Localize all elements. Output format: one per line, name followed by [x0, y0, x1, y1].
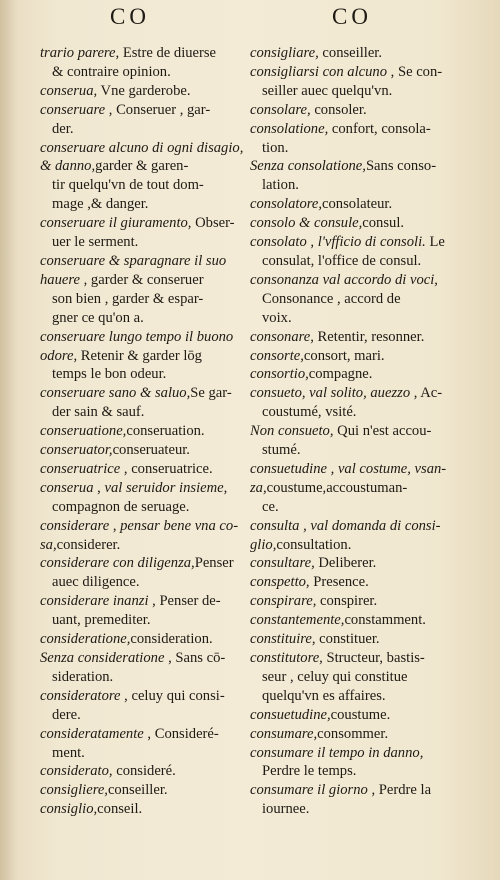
dictionary-entry: [250, 422, 452, 460]
entry-first-line: [40, 441, 246, 460]
entry-definition: confort, consola-: [328, 120, 431, 137]
entry-definition: coustume.: [330, 706, 391, 723]
dictionary-entry: [250, 554, 452, 573]
entry-definition: consommer.: [317, 725, 389, 742]
entry-continuation: seiller auec quelqu'vn.: [262, 82, 393, 99]
dictionary-entry: [250, 233, 452, 271]
right-column: [250, 44, 452, 819]
entry-continuation: coustumé, vsité.: [262, 404, 357, 421]
entry-first-line: [40, 479, 246, 498]
entry-continuation: uant, premediter.: [52, 612, 151, 629]
entry-headword: Senza consideratione: [40, 650, 165, 666]
entry-headword: za,: [250, 479, 267, 496]
entry-definition: garder & garen-: [95, 158, 189, 175]
entry-definition: constituer.: [315, 631, 380, 648]
entry-headword: considerare con diligenza,: [40, 555, 195, 572]
entry-first-line: [40, 554, 246, 573]
entry-headword: considerare: [40, 517, 110, 534]
entry-definition: considerer.: [56, 536, 121, 553]
entry-headword: glio,: [250, 536, 277, 553]
dictionary-entry: [40, 800, 246, 819]
entry-headword: conseruare sano & saluo,: [40, 385, 191, 402]
entry-headword: Senza consolatione,: [250, 158, 366, 175]
dictionary-entry: [40, 479, 246, 517]
dictionary-entry: [40, 157, 246, 214]
entry-definition: Le: [425, 234, 445, 251]
entry-first-line: [40, 687, 246, 706]
dictionary-entry: [250, 744, 452, 782]
entry-headword: conseruare & sparagnare il suo: [40, 252, 227, 269]
entry-definition: Sans conso-: [365, 158, 437, 175]
dictionary-entry: [250, 611, 452, 630]
entry-first-line: [40, 725, 246, 744]
entry-definition: conseruateur.: [112, 442, 190, 459]
dictionary-entry: [40, 536, 246, 555]
entry-headword: consuetudine,: [250, 706, 331, 723]
dictionary-entry: [250, 63, 452, 101]
entry-headword: constitutore,: [250, 650, 323, 666]
entry-definition: consort, mari.: [303, 347, 385, 364]
entry-definition: , Se con-: [387, 63, 443, 80]
entry-headword: consiglio,: [40, 801, 98, 818]
dictionary-entry: [250, 592, 452, 611]
dictionary-entry: [250, 365, 452, 384]
entry-continuation: dere.: [52, 706, 81, 723]
dictionary-entry: [250, 725, 452, 744]
entry-continuation: Consonance , accord de: [262, 290, 401, 307]
entry-first-line: [40, 536, 246, 555]
entry-headword: trario parere,: [40, 45, 120, 61]
entry-first-line: [250, 422, 452, 441]
dictionary-entry: [250, 328, 452, 347]
dictionary-entry: [40, 517, 246, 536]
entry-first-line: [40, 592, 246, 611]
dictionary-entry: [250, 781, 452, 819]
entry-first-line: [40, 214, 246, 233]
dictionary-entry: [250, 384, 452, 422]
entry-first-line: [40, 139, 246, 158]
dictionary-entry: [40, 422, 246, 441]
entry-headword: constituire,: [250, 631, 316, 648]
entry-continuation: Perdre le temps.: [262, 763, 357, 780]
entry-continuation: sideration.: [52, 668, 114, 685]
dictionary-entry: [40, 649, 246, 687]
entry-first-line: [40, 460, 246, 479]
entry-headword: consigliare,: [250, 45, 319, 61]
dictionary-entry: [40, 592, 246, 630]
entry-definition: Retentir, resonner.: [313, 328, 425, 345]
dictionary-entry: [250, 536, 452, 555]
entry-first-line: [40, 82, 246, 101]
entry-headword: conseruatrice: [40, 460, 121, 477]
entry-definition: , celuy qui consi-: [120, 687, 225, 704]
entry-headword: consolo & consule,: [250, 215, 363, 232]
entry-first-line: [40, 347, 246, 366]
entry-continuation: consulat, l'office de consul.: [262, 252, 422, 269]
entry-first-line: [250, 101, 452, 120]
entry-definition: conseil.: [97, 801, 143, 818]
entry-first-line: [40, 44, 246, 63]
entry-headword: consulta , val domanda di consi-: [250, 517, 441, 534]
dictionary-entry: [40, 554, 246, 592]
dictionary-entry: [250, 630, 452, 649]
entry-continuation: ment.: [52, 744, 85, 761]
entry-definition: Structeur, bastis-: [322, 650, 425, 666]
entry-first-line: [40, 649, 246, 668]
entry-first-line: [250, 214, 452, 233]
entry-first-line: [250, 781, 452, 800]
entry-definition: , Ac-: [410, 385, 443, 402]
entry-first-line: [250, 44, 452, 63]
entry-continuation: tion.: [262, 139, 289, 156]
entry-definition: consultation.: [276, 536, 352, 553]
entry-definition: , conseruatrice.: [120, 460, 213, 477]
entry-headword: conseruare alcuno di ogni disagio,: [40, 139, 244, 156]
entry-continuation: auec diligence.: [52, 574, 140, 591]
entry-first-line: [40, 271, 246, 290]
entry-first-line: [40, 630, 246, 649]
entry-continuation: iournee.: [262, 801, 310, 818]
dictionary-entry: [250, 479, 452, 517]
dictionary-entry: [40, 347, 246, 385]
entry-headword: conseruare lungo tempo il buono: [40, 328, 234, 345]
dictionary-entry: [40, 725, 246, 763]
entry-continuation: ce.: [262, 498, 279, 515]
entry-continuation: temps le bon odeur.: [52, 366, 167, 383]
dictionary-entry: [250, 347, 452, 366]
entry-headword: consorte,: [250, 347, 304, 364]
entry-headword: conseruare: [40, 101, 106, 118]
entry-first-line: [250, 347, 452, 366]
entry-definition: ,: [109, 517, 121, 534]
dictionary-entry: [40, 630, 246, 649]
entry-definition: consul.: [362, 215, 405, 232]
entry-definition: Deliberer.: [314, 555, 377, 572]
entry-definition: Obser-: [191, 215, 235, 232]
entry-first-line: [250, 630, 452, 649]
page-header: [0, 4, 500, 34]
entry-first-line: [250, 517, 452, 536]
entry-headword: sa,: [40, 536, 57, 553]
entry-first-line: [250, 611, 452, 630]
entry-headword: consonare,: [250, 328, 314, 345]
entry-headword: consolato , l'vfficio di consoli.: [250, 234, 426, 251]
left-column: [40, 44, 246, 819]
entry-definition: conseruation.: [126, 423, 205, 440]
entry-headword: considerato,: [40, 763, 113, 780]
entry-first-line: [40, 762, 246, 781]
entry-gloss: val seruidor insieme,: [104, 479, 228, 496]
entry-headword: conserua,: [40, 82, 98, 99]
dictionary-entry: [250, 120, 452, 158]
entry-definition: , Sans cō-: [164, 650, 226, 666]
entry-first-line: [250, 573, 452, 592]
entry-headword: constantemente,: [250, 612, 345, 629]
entry-headword: consideratione,: [40, 631, 131, 648]
page-gutter-shadow: [0, 0, 18, 880]
entry-headword: consortio,: [250, 366, 309, 383]
entry-first-line: [40, 157, 246, 176]
entry-first-line: [40, 328, 246, 347]
entry-first-line: [40, 101, 246, 120]
dictionary-entry: [250, 101, 452, 120]
entry-continuation: seur , celuy qui constitue: [262, 668, 408, 685]
dictionary-entry: [40, 101, 246, 139]
entry-continuation: uer le serment.: [52, 234, 139, 251]
entry-definition: , Consideré-: [143, 725, 219, 742]
entry-definition: , Penser de-: [148, 593, 221, 610]
entry-headword: odore,: [40, 347, 78, 364]
entry-continuation: son bien , garder & espar-: [52, 290, 204, 307]
entry-headword: consideratamente: [40, 725, 144, 742]
entry-headword: considerare inanzi: [40, 593, 149, 610]
entry-first-line: [250, 725, 452, 744]
entry-headword: conseruator,: [40, 442, 113, 459]
entry-first-line: [250, 157, 452, 176]
entry-first-line: [250, 460, 452, 479]
entry-first-line: [250, 649, 452, 668]
entry-headword: consigliere,: [40, 782, 108, 799]
entry-first-line: [250, 328, 452, 347]
dictionary-entry: [40, 384, 246, 422]
entry-continuation: mage ,& danger.: [52, 196, 149, 213]
entry-headword: consueto, val solito, auezzo: [250, 385, 411, 402]
running-head-right: CO: [332, 4, 372, 29]
entry-headword: conseruare il giuramento,: [40, 215, 192, 232]
entry-headword: consolatore,: [250, 196, 323, 213]
entry-definition: conspirer.: [316, 593, 378, 610]
entry-continuation: der.: [52, 120, 74, 137]
entry-headword: Non consueto,: [250, 423, 334, 440]
entry-first-line: [40, 800, 246, 819]
entry-headword: consideratore: [40, 687, 121, 704]
entry-continuation: tir quelqu'vn de tout dom-: [52, 177, 204, 194]
dictionary-entry: [40, 44, 246, 82]
entry-first-line: [250, 195, 452, 214]
entry-definition: , garder & conseruer: [79, 271, 204, 288]
entry-headword: conseruatione,: [40, 423, 127, 440]
dictionary-entry: [40, 139, 246, 158]
entry-headword: hauere: [40, 271, 80, 288]
entry-definition: Retenir & garder lōg: [77, 347, 202, 364]
dictionary-entry: [40, 460, 246, 479]
entry-continuation: der sain & sauf.: [52, 404, 145, 421]
entry-continuation: lation.: [262, 177, 299, 194]
entry-first-line: [250, 479, 452, 498]
entry-first-line: [250, 384, 452, 403]
entry-headword: consumare il tempo in danno,: [250, 744, 424, 761]
entry-first-line: [250, 233, 452, 252]
entry-definition: consideration.: [130, 631, 213, 648]
dictionary-entry: [40, 687, 246, 725]
running-head-left: CO: [110, 4, 150, 29]
dictionary-entry: [250, 517, 452, 536]
entry-headword: consolare,: [250, 101, 311, 118]
entry-headword: consigliarsi con alcuno: [250, 63, 388, 80]
entry-definition: conseiller.: [318, 45, 383, 61]
entry-definition: conseiller.: [107, 782, 168, 799]
entry-definition: compagne.: [308, 366, 373, 383]
entry-first-line: [250, 706, 452, 725]
dictionary-entry: [250, 573, 452, 592]
entry-first-line: [250, 554, 452, 573]
entry-headword: conspirare,: [250, 593, 317, 610]
entry-first-line: [250, 120, 452, 139]
entry-first-line: [250, 744, 452, 763]
entry-headword: consumare il giorno: [250, 782, 368, 799]
entry-definition: consoler.: [310, 101, 367, 118]
entry-first-line: [250, 536, 452, 555]
entry-definition: , Conseruer , gar-: [105, 101, 211, 118]
dictionary-entry: [250, 214, 452, 233]
dictionary-entry: [250, 195, 452, 214]
entry-headword: consultare,: [250, 555, 315, 572]
dictionary-entry: [250, 706, 452, 725]
dictionary-entry: [40, 252, 246, 271]
entry-definition: Penser: [194, 555, 234, 572]
entry-continuation: quelqu'vn es affaires.: [262, 687, 386, 704]
entry-definition: Qui n'est accou-: [333, 423, 432, 440]
entry-first-line: [40, 422, 246, 441]
entry-definition: Presence.: [309, 574, 369, 591]
dictionary-entry: [250, 271, 452, 328]
dictionary-entry: [40, 271, 246, 328]
dictionary-entry: [40, 214, 246, 252]
entry-definition: consideré.: [112, 763, 176, 780]
entry-definition: consolateur.: [322, 196, 393, 213]
entry-headword: conserua: [40, 479, 94, 496]
entry-first-line: [40, 517, 246, 536]
entry-definition: Estre de diuerse: [119, 45, 217, 61]
entry-continuation: voix.: [262, 309, 292, 326]
dictionary-entry: [250, 460, 452, 479]
entry-definition: coustume,accoustuman-: [266, 479, 408, 496]
dictionary-entry: [40, 781, 246, 800]
entry-definition: , Perdre la: [367, 782, 432, 799]
entry-definition: constamment.: [344, 612, 426, 629]
entry-headword: consonanza val accordo di voci,: [250, 271, 438, 288]
entry-first-line: [250, 365, 452, 384]
entry-first-line: [40, 252, 246, 271]
dictionary-entry: [40, 328, 246, 347]
entry-definition: Vne garderobe.: [97, 82, 191, 99]
entry-continuation: stumé.: [262, 442, 301, 459]
entry-first-line: [250, 592, 452, 611]
dictionary-entry: [40, 762, 246, 781]
entry-headword: consolatione,: [250, 120, 329, 137]
entry-headword: consuetudine , val costume, vsan-: [250, 460, 447, 477]
entry-headword: & danno,: [40, 158, 96, 175]
dictionary-entry: [250, 44, 452, 63]
dictionary-entry: [40, 441, 246, 460]
entry-headword: conspetto,: [250, 574, 310, 591]
entry-first-line: [40, 384, 246, 403]
entry-continuation: compagnon de seruage.: [52, 498, 190, 515]
dictionary-entry: [250, 649, 452, 706]
entry-definition: Se gar-: [190, 385, 232, 402]
dictionary-entry: [250, 157, 452, 195]
dictionary-entry: [40, 82, 246, 101]
entry-gloss: pensar bene vna co-: [120, 517, 239, 534]
entry-first-line: [40, 781, 246, 800]
entry-headword: consumare,: [250, 725, 318, 742]
entry-continuation: & contraire opinion.: [52, 63, 171, 80]
entry-first-line: [250, 271, 452, 290]
entry-first-line: [250, 63, 452, 82]
entry-definition: ,: [93, 479, 105, 496]
entry-continuation: gner ce qu'on a.: [52, 309, 144, 326]
